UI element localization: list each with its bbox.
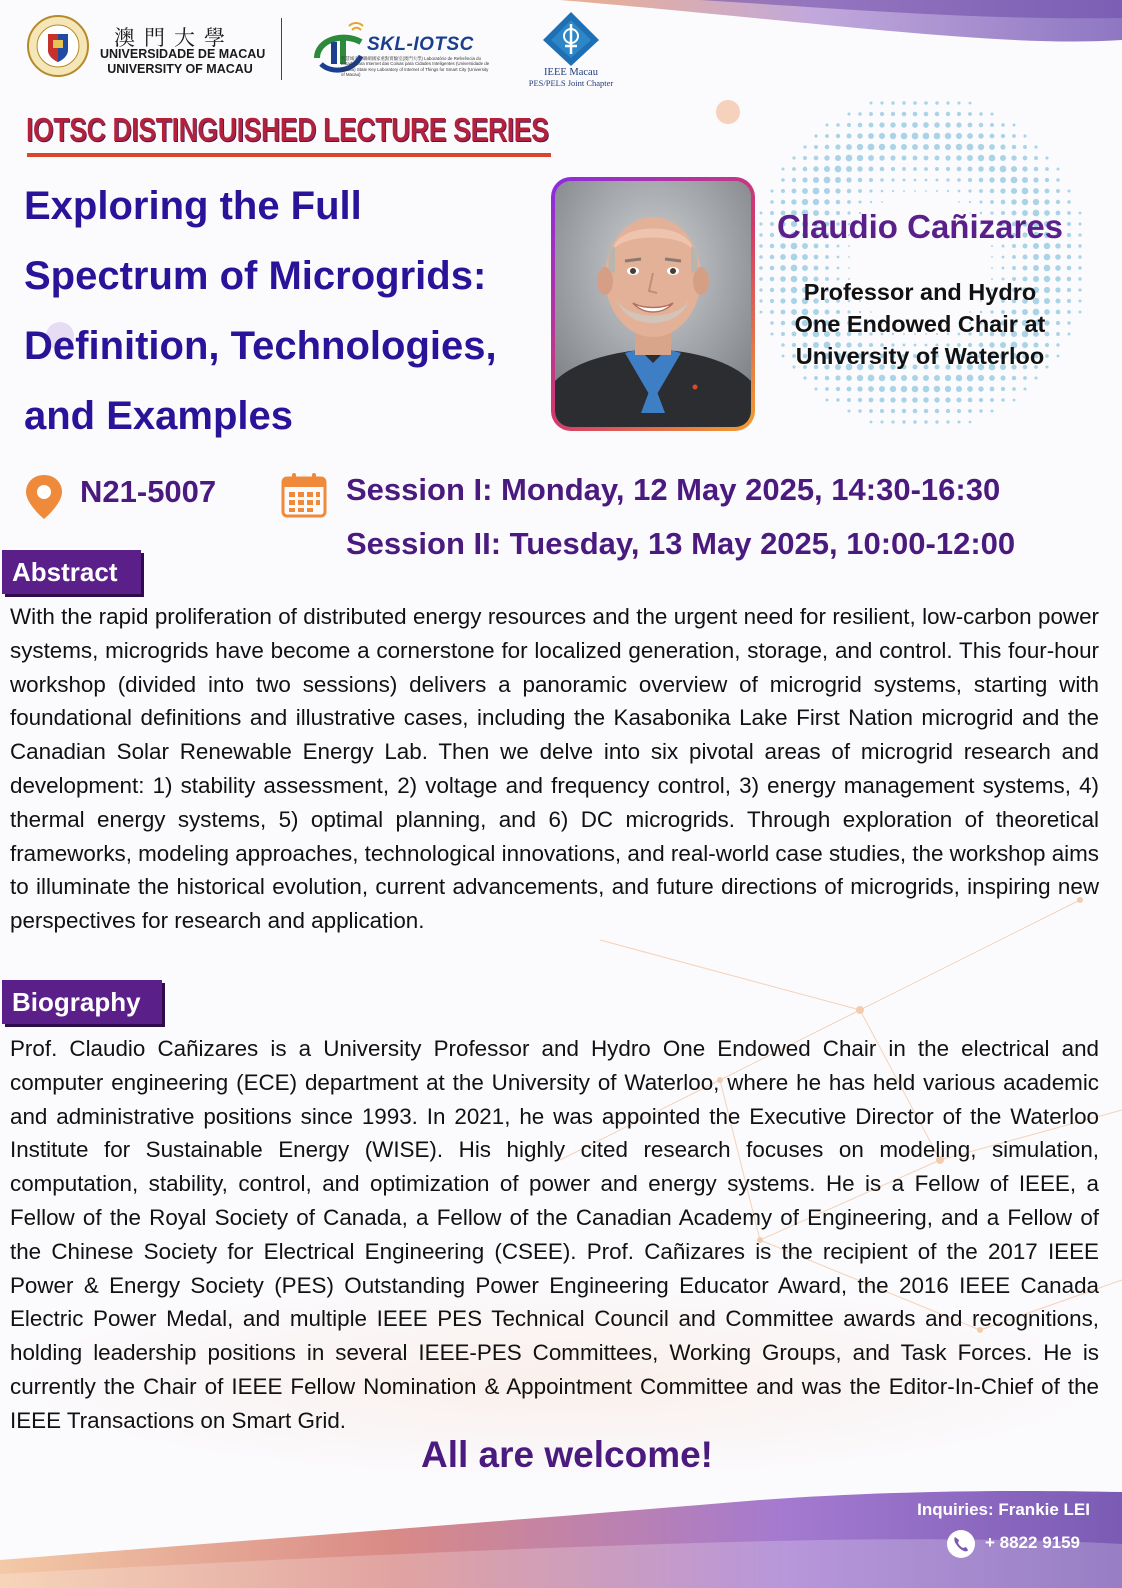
- university-of-macau-seal-icon: [26, 14, 90, 78]
- title-line: Spectrum of Microgrids:: [24, 254, 487, 298]
- university-name-chinese: 澳門大學: [114, 26, 234, 50]
- skl-iotsc-subtitle: 智慧城市物聯網國家重點實驗室(澳門大學) Laboratório de Referência do Estado para Internet das Coisas para Cidades Inteligentes (Universidade de Macau) State Key Laboratory of Internet of Things for Smart City (University of Macau): [341, 56, 490, 78]
- session-two-time: Session II: Tuesday, 13 May 2025, 10:00-12:00: [346, 526, 1016, 561]
- abstract-text: With the rapid proliferation of distributed energy resources and the urgent need for resilient, low-carbon power systems, microgrids have become a cornerstone for localized generation, storage, and control. This four-hour workshop (divided into two sessions) delivers a panoramic overview of microgrid systems, starting with foundational definitions and illustrative cases, including the Kasabonika Lake First Nation microgrid and the Canadian Solar Renewable Energy Lab. Then we delve into six pivotal areas of microgrid research and development: 1) stability assessment, 2) voltage and frequency control, 3) energy management systems, 4) thermal energy systems, 5) optimal planning, and 6) DC microgrids. Through exploration of theoretical frameworks, modeling approaches, technological innovations, and real-world case studies, the workshop aims to illuminate the historical evolution, current advancements, and future directions of microgrids, inspiring new perspectives for research and application.: [10, 604, 1099, 934]
- abstract-heading: Abstract: [2, 550, 141, 594]
- ieee-macau-label: IEEE Macau: [544, 67, 598, 78]
- skl-iotsc-name: SKL-IOTSC: [367, 34, 474, 55]
- series-underline: [27, 153, 551, 157]
- biography-text: Prof. Claudio Cañizares is a University Professor and Hydro One Endowed Chair in the electrical and computer engineering (ECE) department at the University of Waterloo, where he has held various academic and administrative positions since 1993. In 2021, he was appointed the Executive Director of the Waterloo Institute for Sustainable Energy (WISE). His highly cited research focuses on modeling, simulation, computation, stability, control, and optimization of power and energy systems. He is a Fellow of IEEE, a Fellow of the Royal Society of Canada, a Fellow of the Canadian Academy of Engineering, and a Fellow of the Chinese Society for Electrical Engineering (CSEE). Prof. Cañizares is the recipient of the 2017 IEEE Power & Energy Society (PES) Outstanding Power Engineering Educator Award, the 2016 IEEE Canada Electric Power Medal, and multiple IEEE PES Technical Council and Committee awards and recognitions, holding leadership positions in several IEEE-PES Committees, Working Groups, and Task Forces. He is currently the Chair of IEEE Fellow Nomination & Appointment Committee and was the Editor-In-Chief of the IEEE Transactions on Smart Grid.: [10, 1036, 1099, 1433]
- title-line: Exploring the Full: [24, 184, 362, 228]
- title-line: Definition, Technologies,: [24, 324, 497, 368]
- speaker-name: Claudio Cañizares: [776, 208, 1064, 245]
- speaker-role: [770, 276, 1070, 372]
- phone-icon: [946, 1529, 976, 1559]
- ieee-macau-logo-icon: [541, 10, 601, 68]
- ieee-chapter-label: PES/PELS Joint Chapter: [528, 78, 614, 88]
- speaker-portrait-illustration: [555, 181, 751, 427]
- venue-room: N21-5007: [80, 474, 217, 509]
- lecture-title: [24, 171, 554, 451]
- phone-number: + 8822 9159: [985, 1533, 1081, 1552]
- biography-heading: Biography: [2, 980, 162, 1024]
- title-line: and Examples: [24, 394, 294, 438]
- speaker-photo: [555, 181, 751, 427]
- location-pin-icon: [24, 473, 64, 521]
- university-name-english: UNIVERSITY OF MACAU: [107, 62, 253, 76]
- inquiries-contact: Inquiries: Frankie LEI: [917, 1500, 1090, 1519]
- lecture-series-heading: IOTSC DISTINGUISHED LECTURE SERIES: [26, 111, 549, 148]
- header-divider: [281, 18, 282, 80]
- speaker-role-line: One Endowed Chair at: [794, 311, 1046, 337]
- welcome-message: All are welcome!: [420, 1434, 713, 1475]
- session-one-time: Session I: Monday, 12 May 2025, 14:30-16:30: [346, 472, 1001, 507]
- speaker-role-line: Professor and Hydro: [803, 279, 1037, 305]
- calendar-icon: [280, 471, 328, 519]
- speaker-photo-frame: [551, 177, 755, 431]
- university-name-portuguese: UNIVERSIDADE DE MACAU: [100, 47, 266, 61]
- speaker-role-line: University of Waterloo: [795, 343, 1045, 369]
